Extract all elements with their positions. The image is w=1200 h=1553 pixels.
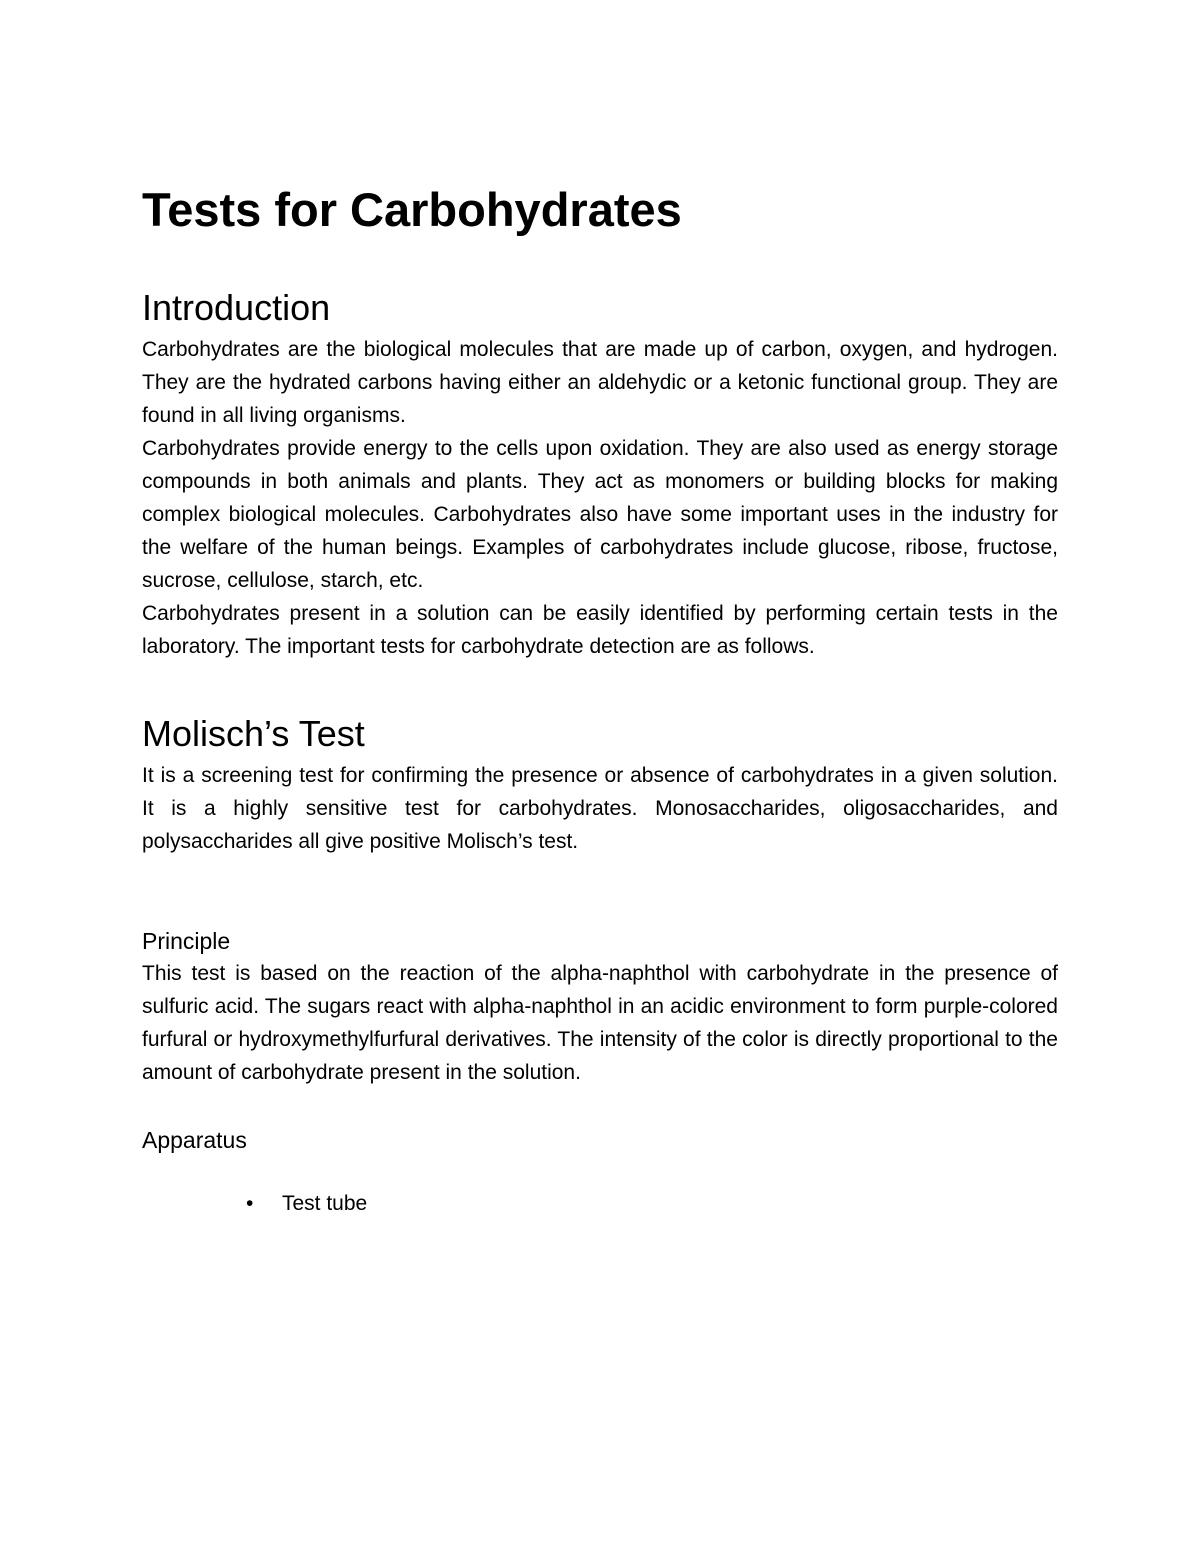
document-title: Tests for Carbohydrates [142,183,682,236]
molisch-test-paragraph: It is a screening test for confirming the presence or absence of carbohydrates in a given solution. It is a highly sensitive test for carbohydrates. Monosaccharides, oligosaccharides, and polysaccharides all give positive Molisch’s test. [142,764,1058,853]
list-item [142,1187,1058,1220]
apparatus-list [142,1187,1058,1220]
principle-heading: Principle [142,928,231,954]
introduction-paragraph-2: Carbohydrates provide energy to the cells upon oxidation. They are also used as energy storage compounds in both animals and plants. They act as monomers or building blocks for making complex biological molecules. Carbohydrates also have some important uses in the industry for the welfare of the human beings. Examples of carbohydrates include glucose, ribose, fructose, sucrose, cellulose, starch, etc. [142,437,1058,592]
introduction-paragraph-3: Carbohydrates present in a solution can be easily identified by performing certain tests in the laboratory. The important tests for carbohydrate detection are as follows. [142,602,1058,658]
introduction-heading: Introduction [142,287,331,328]
bullet-icon: • [246,1192,254,1215]
document-content [142,175,1058,1220]
apparatus-item-label: Test tube [282,1192,368,1215]
introduction-paragraph-1: Carbohydrates are the biological molecules that are made up of carbon, oxygen, and hydrogen. They are the hydrated carbons having either an aldehydic or a ketonic functional group. They are found in all living organisms. [142,338,1058,427]
apparatus-heading: Apparatus [142,1127,247,1153]
principle-paragraph: This test is based on the reaction of the alpha-naphthol with carbohydrate in the presence of sulfuric acid. The sugars react with alpha-naphthol in an acidic environment to form purple-colored furfural or hydroxymethylfurfural derivatives. The intensity of the color is directly proportional to the amount of carbohydrate present in the solution. [142,962,1058,1084]
molisch-test-heading: Molisch’s Test [142,713,365,754]
